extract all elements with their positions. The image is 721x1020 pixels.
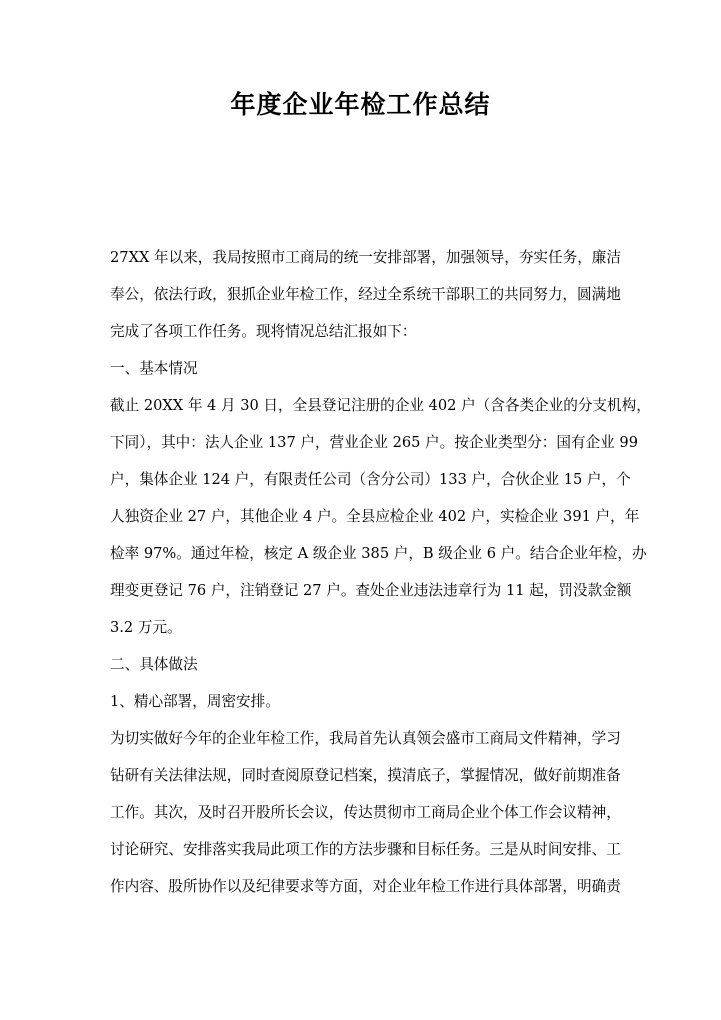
paragraph-line: 工作。其次，及时召开股所长会议，传达贯彻市工商局企业个体工作会议精神， xyxy=(110,804,621,821)
paragraph-line: 3.2 万元。 xyxy=(110,619,182,636)
document-title: 年度企业年检工作总结 xyxy=(230,90,491,119)
paragraph-line: 27XX 年以来，我局按照市工商局的统一安排部署，加强领导，夯实任务，廉洁 xyxy=(110,249,621,266)
paragraph-line: 下同），其中：法人企业 137 户，营业企业 265 户。按企业类型分：国有企业 99 xyxy=(110,434,638,451)
paragraph-line: 人独资企业 27 户，其他企业 4 户。全县应检企业 402 户，实检企业 391 户，年 xyxy=(110,508,640,525)
paragraph-line: 二、具体做法 xyxy=(110,656,198,673)
paragraph-line: 检率 97%。通过年检，核定 A 级企业 385 户，B 级企业 6 户。结合企业年检，办 xyxy=(110,545,647,562)
paragraph-line: 作内容、股所协作以及纪律要求等方面，对企业年检工作进行具体部署，明确责 xyxy=(110,878,621,895)
paragraph-line: 讨论研究、安排落实我局此项工作的方法步骤和目标任务。三是从时间安排、工 xyxy=(110,841,621,858)
paragraph-line: 一、基本情况 xyxy=(110,360,198,377)
paragraph-line: 奉公，依法行政，狠抓企业年检工作，经过全系统干部职工的共同努力，圆满地 xyxy=(110,286,621,303)
paragraph-line: 为切实做好今年的企业年检工作，我局首先认真领会盛市工商局文件精神，学习 xyxy=(110,730,621,747)
paragraph-line: 钻研有关法律法规，同时查阅原登记档案，摸清底子，掌握情况，做好前期准备 xyxy=(110,767,621,784)
paragraph-line: 理变更登记 76 户，注销登记 27 户。查处企业违法违章行为 11 起，罚没款金额 xyxy=(110,582,632,599)
paragraph-line: 户，集体企业 124 户，有限责任公司（含分公司）133 户，合伙企业 15 户，个 xyxy=(110,471,631,488)
paragraph-line: 完成了各项工作任务。现将情况总结汇报如下： xyxy=(110,323,417,340)
paragraph-line: 1、精心部署，周密安排。 xyxy=(110,693,280,710)
paragraph-line: 截止 20XX 年 4 月 30 日，全县登记注册的企业 402 户（含各类企业的分支机构， xyxy=(110,397,651,414)
